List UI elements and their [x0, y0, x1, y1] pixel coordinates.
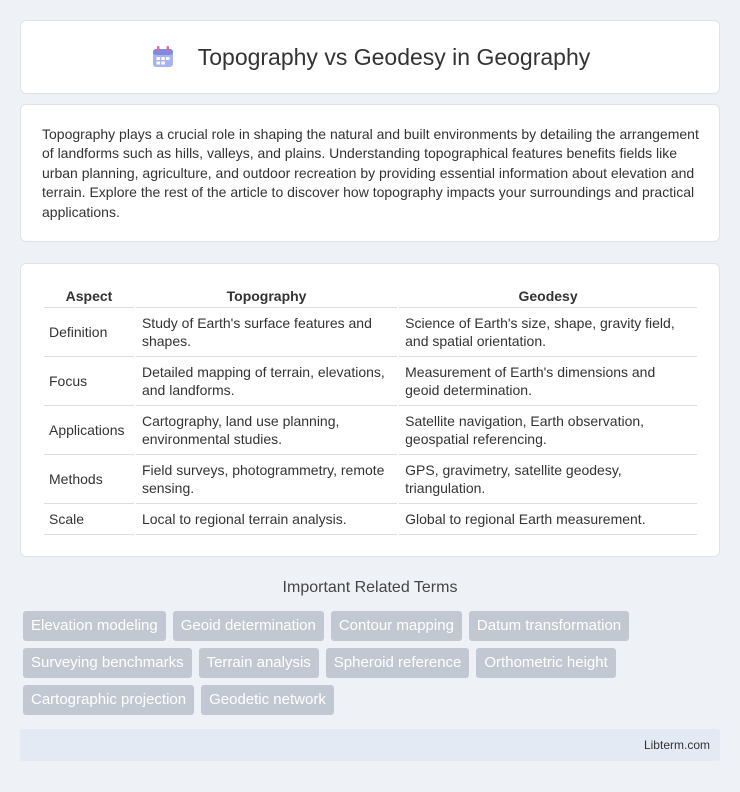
intro-text: Topography plays a crucial role in shaping the natural and built environments by detailing the arrangement of landforms such as hills, valleys, and plains. Understanding topographical features benefits fields like urban planning, agriculture, and outdoor recreation by providing essential information about elevation and terrain. Explore the rest of the article to discover how topography impacts your surroundings and practical applications. [42, 126, 699, 220]
row-aspect: Definition [44, 308, 134, 357]
row-topography: Cartography, land use planning, environmental studies. [136, 406, 397, 455]
related-term-tag[interactable]: Surveying benchmarks [23, 648, 192, 678]
row-geodesy: GPS, gravimetry, satellite geodesy, triangulation. [399, 455, 697, 504]
row-geodesy: Satellite navigation, Earth observation, geospatial referencing. [399, 406, 697, 455]
intro-card [20, 104, 720, 242]
row-aspect: Focus [44, 357, 134, 406]
related-term-tag[interactable]: Elevation modeling [23, 611, 166, 641]
row-topography: Detailed mapping of terrain, elevations, and landforms. [136, 357, 397, 406]
related-term-tag[interactable]: Spheroid reference [326, 648, 470, 678]
row-topography: Local to regional terrain analysis. [136, 504, 397, 535]
page-title: Topography vs Geodesy in Geography [197, 43, 591, 70]
row-geodesy: Global to regional Earth measurement. [399, 504, 697, 535]
table-row [44, 455, 697, 504]
row-aspect: Scale [44, 504, 134, 535]
related-term-tag[interactable]: Cartographic projection [23, 685, 194, 715]
table-row [44, 357, 697, 406]
row-aspect: Methods [44, 455, 134, 504]
related-term-tag[interactable]: Geodetic network [201, 685, 334, 715]
related-term-tag[interactable]: Terrain analysis [199, 648, 319, 678]
comparison-table-card [20, 263, 720, 557]
related-term-tag[interactable]: Orthometric height [476, 648, 615, 678]
related-term-tag[interactable]: Contour mapping [331, 611, 462, 641]
related-term-tag[interactable]: Geoid determination [173, 611, 324, 641]
row-topography: Study of Earth's surface features and shapes. [136, 308, 397, 357]
title-card [20, 20, 720, 94]
related-terms-title: Important Related Terms [282, 579, 458, 596]
comparison-table [42, 284, 699, 535]
related-term-tag[interactable]: Datum transformation [469, 611, 629, 641]
footer [20, 729, 720, 761]
related-terms-list [23, 611, 723, 722]
header-geodesy: Geodesy [399, 284, 697, 308]
header-aspect: Aspect [44, 284, 134, 308]
header-topography: Topography [136, 284, 397, 308]
table-row [44, 504, 697, 535]
row-aspect: Applications [44, 406, 134, 455]
calendar-icon [150, 44, 176, 70]
row-geodesy: Science of Earth's size, shape, gravity field, and spatial orientation. [399, 308, 697, 357]
table-row [44, 406, 697, 455]
row-geodesy: Measurement of Earth's dimensions and geoid determination. [399, 357, 697, 406]
footer-brand[interactable]: Libterm.com [643, 738, 710, 752]
table-row [44, 308, 697, 357]
row-topography: Field surveys, photogrammetry, remote sensing. [136, 455, 397, 504]
table-header-row [44, 284, 697, 308]
